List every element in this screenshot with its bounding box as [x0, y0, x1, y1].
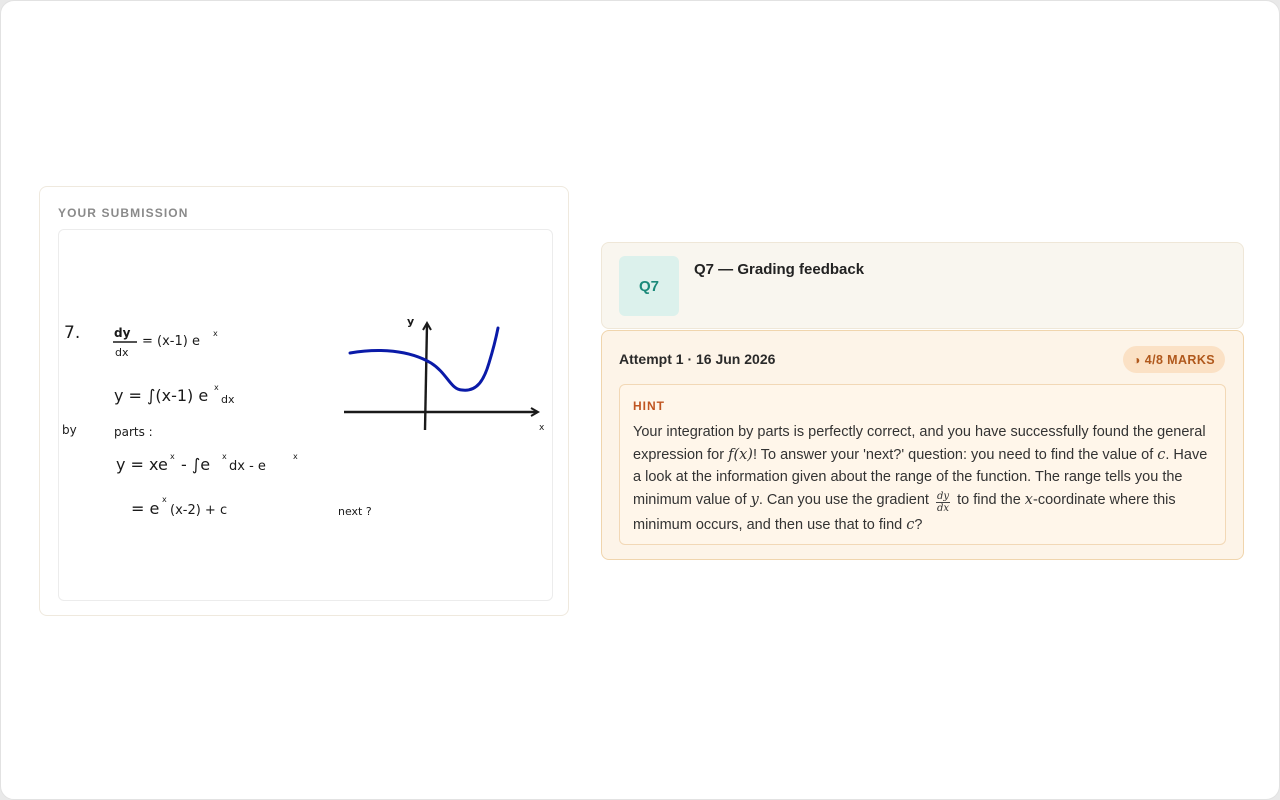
- hint-text-part: to find the: [953, 491, 1025, 508]
- half-circle-icon: ◑: [1133, 352, 1141, 367]
- math-c: c: [906, 516, 915, 533]
- hw-question-number: 7.: [64, 323, 81, 343]
- hint-label: HINT: [633, 399, 665, 413]
- question-title: Q7 — Grading feedback: [694, 261, 865, 278]
- handwritten-sheet: [58, 229, 553, 601]
- sketch-x-label: x: [539, 423, 545, 433]
- math-c: c: [1157, 446, 1166, 463]
- hint-text-part: Your integration by parts is perfectly correct, and you have successfully found the general expression for: [633, 424, 1206, 463]
- submission-card: [39, 186, 569, 616]
- attempt-card: [601, 330, 1244, 560]
- question-badge: Q7: [619, 256, 679, 316]
- marks-badge: [1123, 346, 1225, 373]
- math-y: y: [750, 491, 759, 508]
- math-x: x: [1024, 491, 1033, 508]
- hw-parts: parts :: [114, 425, 153, 439]
- handwriting-canvas: [59, 230, 553, 601]
- hw-line2-exp: x: [214, 383, 219, 392]
- hint-text-part: -coordinate where this minimum occurs, and then use that to find: [633, 491, 1176, 533]
- hw-line2: y = ∫(x-1) e: [114, 386, 209, 405]
- sketch-curve: [350, 328, 498, 390]
- hw-line4: = e: [131, 499, 160, 518]
- math-frac-den: dx: [936, 502, 950, 514]
- attempt-title: Attempt 1 · 16 Jun 2026: [619, 351, 776, 367]
- math-dy-dx: [936, 491, 950, 514]
- hw-line1: = (x-1) e: [142, 334, 200, 349]
- hw-line4-exp: x: [162, 495, 167, 504]
- hw-line4-end: (x-2) + c: [170, 503, 228, 518]
- hint-text-part: . Can you use the gradient: [758, 491, 933, 508]
- hint-text: [633, 421, 1213, 536]
- hint-box: [619, 384, 1226, 545]
- hint-text-part: . Have a look at the information given about the range of the function. The range tells you the minimum value of: [633, 446, 1208, 508]
- hw-line3-exp: x: [170, 452, 175, 461]
- hint-text-part: ! To answer your 'next?' question: you need to find the value of: [752, 446, 1158, 463]
- hw-line3-exp3: x: [293, 452, 298, 461]
- sketch-y-axis: [425, 324, 427, 430]
- math-frac-num: dy: [936, 490, 950, 502]
- marks-label: 4/8 MARKS: [1144, 352, 1215, 367]
- hw-next: next ?: [338, 505, 372, 518]
- hw-line3-exp2: x: [222, 452, 227, 461]
- hw-line3-mid2: dx - e: [229, 459, 266, 474]
- hw-line3-mid: - ∫e: [181, 455, 211, 474]
- math-fx: f(x): [728, 446, 753, 463]
- sketch-y-label: y: [407, 315, 415, 328]
- submission-label: YOUR SUBMISSION: [58, 206, 189, 220]
- hw-line3: y = xe: [116, 455, 168, 474]
- hint-text-part: ?: [914, 516, 923, 533]
- hw-line1-exp: x: [213, 329, 218, 338]
- hw-by: by: [62, 423, 77, 437]
- hw-dx: dx: [115, 346, 129, 359]
- question-header: [601, 242, 1244, 329]
- hw-line2-end: dx: [221, 393, 235, 406]
- hw-dy: dy: [114, 326, 131, 340]
